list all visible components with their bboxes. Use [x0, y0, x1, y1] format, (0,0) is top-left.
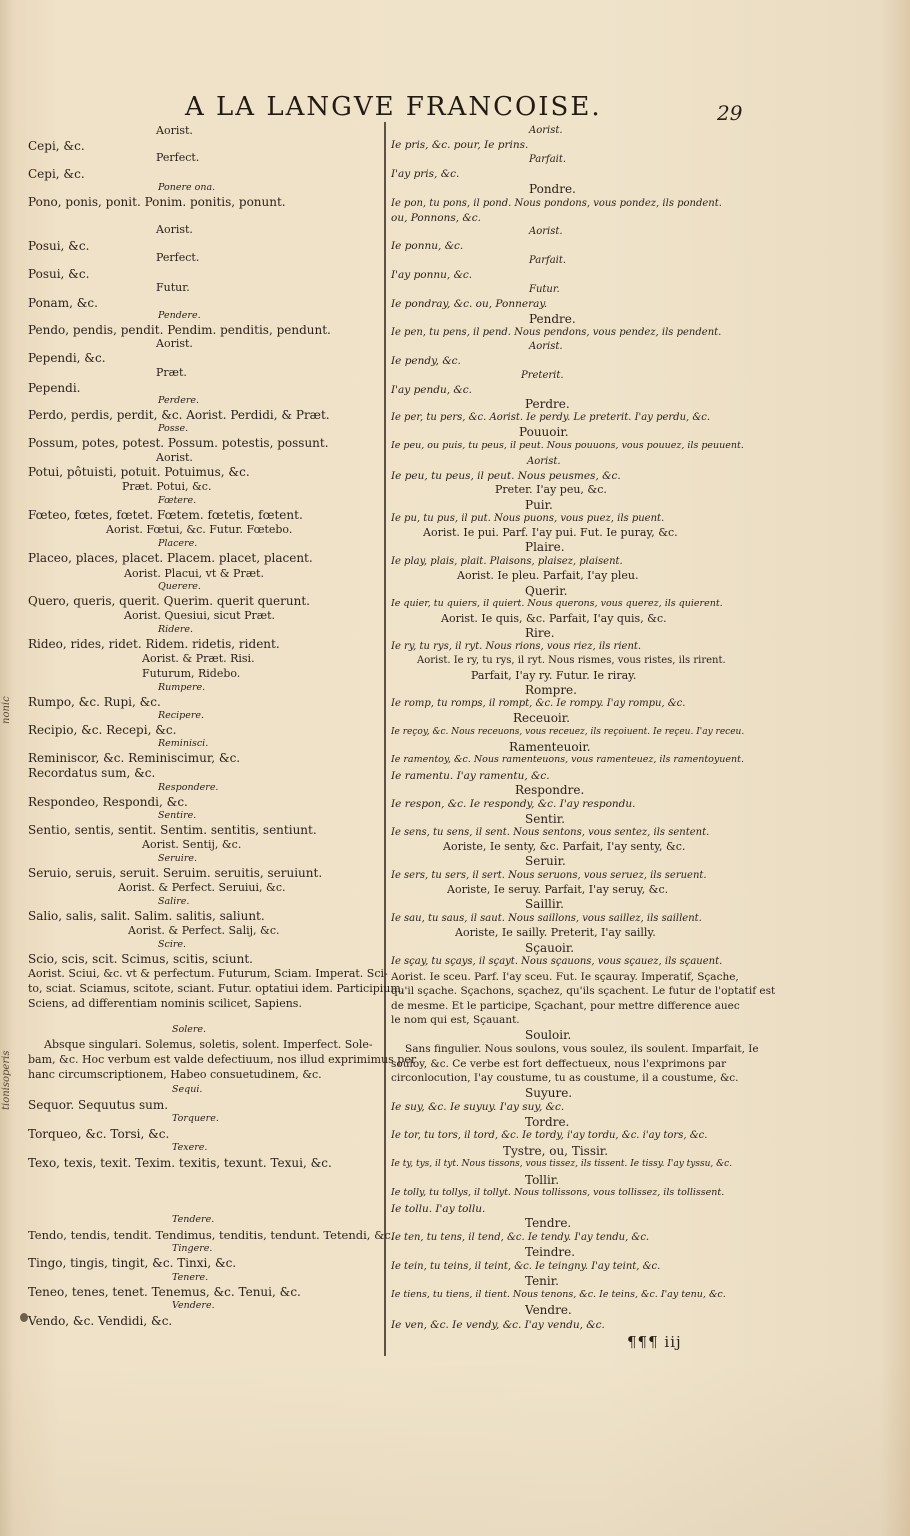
entry: Salio, salis, salit. Salim. salitis, saliunt. — [28, 909, 265, 923]
verb-heading: Puir. — [525, 498, 553, 512]
entry: bam, &c. Hoc verbum est valde defectiuum, nos illud exprimimus per — [28, 1053, 417, 1066]
verb-heading: Tystre, ou, Tissir. — [503, 1144, 609, 1158]
entry: Ie tiens, tu tiens, il tient. Nous tenons, &c. Ie teins, &c. I'ay tenu, &c. — [391, 1289, 726, 1300]
verb-heading: Sentir. — [525, 812, 565, 826]
entry: Teneo, tenes, tenet. Tenemus, &c. Tenui, &c. — [28, 1285, 301, 1299]
entry: Ie peu, ou puis, tu peus, il peut. Nous pouuons, vous pouuez, ils peuuent. — [391, 440, 744, 451]
entry: Aorist. Ie pleu. Parfait, I'ay pleu. — [457, 569, 639, 582]
verb-heading: Querir. — [525, 584, 568, 598]
entry: Absque singulari. Solemus, soletis, solent. Imperfect. Sole- — [44, 1038, 373, 1051]
entry: circonlocution, I'ay coustume, tu as coustume, il a coustume, &c. — [391, 1072, 739, 1084]
entry: Ie pondray, &c. ou, Ponneray. — [391, 298, 548, 310]
entry: Aorist. Sentij, &c. — [142, 838, 242, 851]
verb-heading: Seruir. — [525, 854, 566, 868]
entry: Ie play, plais, plait. Plaisons, plaisez, plaisent. — [391, 556, 623, 567]
entry: Ie pris, &c. pour, Ie prins. — [391, 139, 529, 151]
entry: Aorist. & Præt. Risi. — [142, 652, 255, 665]
verb-heading: Teindre. — [525, 1245, 576, 1259]
heading: Aorist. — [156, 124, 193, 137]
entry: Aorist. & Perfect. Seruiui, &c. — [118, 881, 286, 894]
verb-heading: Torquere. — [172, 1113, 219, 1124]
verb-heading: Ridere. — [158, 624, 194, 635]
entry: Ie ven, &c. Ie vendy, &c. I'ay vendu, &c. — [391, 1319, 605, 1331]
entry: Aorist. Fœtui, &c. Futur. Fœtebo. — [106, 523, 293, 536]
verb-heading: Pendere. — [158, 310, 201, 321]
entry: Ie ramentu. I'ay ramentu, &c. — [391, 770, 550, 782]
verb-heading: Receuoir. — [513, 711, 570, 725]
entry: Ie ramentoy, &c. Nous ramenteuons, vous ramenteuez, ils ramentoyuent. — [391, 754, 744, 765]
verb-heading: Seruire. — [158, 853, 198, 864]
verb-heading: Scire. — [158, 939, 187, 950]
entry: Possum, potes, potest. Possum. potestis, possunt. — [28, 436, 329, 450]
entry: Aoriste, Ie sailly. Preterit, I'ay sailly. — [455, 926, 656, 939]
verb-heading: Tendere. — [172, 1214, 215, 1225]
entry: Ie reçoy, &c. Nous receuons, vous receuez, ils reçoiuent. Ie reçeu. I'ay receu. — [391, 727, 745, 737]
verb-heading: Posse. — [158, 423, 189, 434]
heading: Aorist. — [529, 125, 563, 136]
entry: le nom qui est, Sçauant. — [391, 1014, 520, 1026]
entry: Sequor. Sequutus sum. — [28, 1098, 169, 1112]
entry: Ie sens, tu sens, il sent. Nous sentons, vous sentez, ils sentent. — [391, 827, 710, 838]
entry: souloy, &c. Ce verbe est fort deffectueux, nous l'exprimons par — [391, 1058, 727, 1070]
entry: I'ay pris, &c. — [391, 168, 460, 180]
entry: Recordatus sum, &c. — [28, 766, 156, 780]
entry: Ie sers, tu sers, il sert. Nous seruons, vous seruez, ils seruent. — [391, 870, 707, 881]
entry: Perdo, perdis, perdit, &c. Aorist. Perdidi, & Præt. — [28, 408, 330, 422]
verb-heading: Rire. — [525, 626, 555, 640]
entry: Aorist. Ie ry, tu rys, il ryt. Nous rismes, vous ristes, ils rirent. — [417, 655, 726, 666]
heading: Aorist. — [156, 451, 193, 464]
entry: to, sciat. Sciamus, scitote, sciant. Futur. optatiui idem. Participium, — [28, 982, 405, 995]
verb-heading: Vendere. — [172, 1300, 215, 1311]
heading: Preterit. — [521, 370, 564, 381]
verb-heading: Reminisci. — [158, 738, 209, 749]
verb-heading: Saillir. — [525, 897, 564, 911]
entry: Ie quier, tu quiers, il quiert. Nous querons, vous querez, ils quierent. — [391, 598, 723, 609]
verb-heading: Respondere. — [158, 782, 219, 793]
verb-heading: Rompre. — [525, 683, 577, 697]
entry: Pependi, &c. — [28, 351, 106, 365]
verb-heading: Tollir. — [525, 1173, 560, 1187]
heading: Aorist. — [156, 223, 193, 236]
entry: Ie sau, tu saus, il saut. Nous saillons, vous saillez, ils saillent. — [391, 913, 702, 924]
entry: Ie ponnu, &c. — [391, 240, 464, 252]
entry: Ie per, tu pers, &c. Aorist. Ie perdy. Le preterit. I'ay perdu, &c. — [391, 412, 711, 423]
heading: Aorist. — [156, 337, 193, 350]
entry: Fœteo, fœtes, fœtet. Fœtem. fœtetis, fœtent. — [28, 508, 303, 522]
entry: Ie ty, tys, il tyt. Nous tissons, vous tissez, ils tissent. Ie tissy. I'ay tyssu, &c. — [391, 1159, 733, 1169]
entry: Cepi, &c. — [28, 167, 85, 181]
verb-heading: Tenere. — [172, 1272, 209, 1283]
entry: Ie tollu. I'ay tollu. — [391, 1203, 486, 1215]
verb-heading: Solere. — [172, 1024, 207, 1035]
entry: Ie suy, &c. Ie suyuy. I'ay suy, &c. — [391, 1101, 565, 1113]
verb-heading: Pendre. — [529, 312, 576, 326]
entry: Rumpo, &c. Rupi, &c. — [28, 695, 161, 709]
entry: Seruio, seruis, seruit. Seruim. seruitis, seruiunt. — [28, 866, 323, 880]
entry: Aoriste, Ie seruy. Parfait, I'ay seruy, &c. — [447, 883, 669, 896]
entry: Sciens, ad differentiam nominis scilicet, Sapiens. — [28, 997, 302, 1010]
entry: Aorist. Sciui, &c. vt & perfectum. Futurum, Sciam. Imperat. Sci- — [28, 967, 388, 980]
entry: Pendo, pendis, pendit. Pendim. penditis, pendunt. — [28, 323, 331, 337]
entry: Ie pen, tu pens, il pend. Nous pendons, vous pendez, ils pendent. — [391, 327, 722, 338]
entry: Ie tolly, tu tollys, il tollyt. Nous tollissons, vous tollissez, ils tollissent. — [391, 1187, 725, 1198]
entry: Tingo, tingis, tingit, &c. Tinxi, &c. — [28, 1256, 237, 1270]
entry: Aorist. Quesiui, sicut Præt. — [124, 609, 276, 622]
entry: Aorist. & Perfect. Salij, &c. — [128, 924, 280, 937]
verb-heading: Tendre. — [525, 1216, 572, 1230]
entry: Quero, queris, querit. Querim. querit querunt. — [28, 594, 310, 608]
heading: Futur. — [156, 281, 190, 294]
verb-heading: Salire. — [158, 896, 190, 907]
entry: Ie peu, tu peus, il peut. Nous peusmes, &c. — [391, 470, 621, 482]
entry: Pono, ponis, ponit. Ponim. ponitis, ponunt. — [28, 195, 286, 209]
page-number: 29 — [717, 101, 743, 125]
page-shadow — [0, 1360, 910, 1536]
entry: Ie pon, tu pons, il pond. Nous pondons, vous pondez, ils pondent. — [391, 198, 722, 209]
entry: Parfait, I'ay ry. Futur. Ie riray. — [471, 669, 637, 682]
entry: Ie ry, tu rys, il ryt. Nous rions, vous riez, ils rient. — [391, 641, 642, 652]
verb-heading: Perdre. — [525, 397, 570, 411]
entry: Aoriste, Ie senty, &c. Parfait, I'ay senty, &c. — [443, 840, 686, 853]
entry: Futurum, Ridebo. — [142, 667, 241, 680]
verb-heading: Pouuoir. — [519, 425, 569, 439]
entry: Aorist. Ie quis, &c. Parfait, I'ay quis, &c. — [441, 612, 667, 625]
entry: Cepi, &c. — [28, 139, 85, 153]
entry: I'ay pendu, &c. — [391, 384, 472, 396]
entry: Posui, &c. — [28, 239, 90, 253]
entry: Pependi. — [28, 381, 81, 395]
verb-heading: Souloir. — [525, 1028, 572, 1042]
verb-heading: Vendre. — [525, 1303, 572, 1317]
heading: Perfect. — [156, 151, 200, 164]
entry: Texo, texis, texit. Texim. texitis, texunt. Texui, &c. — [28, 1156, 332, 1170]
verb-heading: Plaire. — [525, 540, 565, 554]
verb-heading: Perdere. — [158, 395, 200, 406]
verb-heading: Placere. — [158, 538, 198, 549]
entry: Aorist. Ie sceu. Parf. I'ay sceu. Fut. Ie sçauray. Imperatif, Sçache, — [391, 971, 739, 983]
entry: Torqueo, &c. Torsi, &c. — [28, 1127, 170, 1141]
entry: Ie tor, tu tors, il tord, &c. Ie tordy, i'ay tordu, &c. i'ay tors, &c. — [391, 1130, 708, 1141]
verb-heading: Respondre. — [515, 783, 585, 797]
entry: Rideo, rides, ridet. Ridem. ridetis, rident. — [28, 637, 280, 651]
entry: Ie romp, tu romps, il rompt, &c. Ie rompy. I'ay rompu, &c. — [391, 698, 686, 709]
verb-heading: Suyure. — [525, 1086, 573, 1100]
ink-blot — [20, 1313, 28, 1322]
verb-heading: Sçauoir. — [525, 941, 575, 955]
verb-heading: Tordre. — [525, 1115, 570, 1129]
entry: Ie ten, tu tens, il tend, &c. Ie tendy. I'ay tendu, &c. — [391, 1232, 650, 1243]
heading: Parfait. — [529, 255, 567, 266]
heading: Perfect. — [156, 251, 200, 264]
verb-heading: Fœtere. — [158, 495, 197, 506]
entry: Placeo, places, placet. Placem. placet, placent. — [28, 551, 313, 565]
entry: Aorist. Placui, vt & Præt. — [124, 567, 264, 580]
entry: de mesme. Et le participe, Sçachant, pour mettre difference auec — [391, 1000, 740, 1012]
entry: hanc circumscriptionem, Habeo consuetudinem, &c. — [28, 1068, 322, 1081]
entry: Respondeo, Respondi, &c. — [28, 795, 188, 809]
verb-heading: Sequi. — [172, 1084, 203, 1095]
entry: ou, Ponnons, &c. — [391, 212, 481, 224]
entry: Sentio, sentis, sentit. Sentim. sentitis, sentiunt. — [28, 823, 317, 837]
entry: Ie pu, tu pus, il put. Nous puons, vous puez, ils puent. — [391, 513, 665, 524]
verb-heading: Rumpere. — [158, 682, 206, 693]
entry: Ie tein, tu teins, il teint, &c. Ie teingny. I'ay teint, &c. — [391, 1261, 661, 1272]
heading: Parfait. — [529, 154, 567, 165]
entry: Præt. Potui, &c. — [122, 480, 212, 493]
verb-heading: Tenir. — [525, 1274, 559, 1288]
entry: Posui, &c. — [28, 267, 90, 281]
entry: Sans fingulier. Nous soulons, vous soulez, ils soulent. Imparfait, Ie — [405, 1043, 759, 1055]
column-rule — [384, 122, 386, 1356]
heading: Futur. — [529, 284, 560, 295]
verb-heading: Ponere ona. — [158, 182, 216, 193]
margin-note: tionis — [1, 1081, 12, 1110]
entry: Ie pendy, &c. — [391, 355, 461, 367]
verb-heading: Ramenteuoir. — [509, 740, 591, 754]
verb-heading: Texere. — [172, 1142, 208, 1153]
verb-heading: Sentire. — [158, 810, 197, 821]
verb-heading: Pondre. — [529, 182, 576, 196]
signature-mark: ¶¶¶ iij — [627, 1333, 682, 1351]
entry: Vendo, &c. Vendidi, &c. — [28, 1314, 173, 1328]
margin-note: operis — [1, 1050, 12, 1082]
verb-heading: Querere. — [158, 581, 201, 592]
heading: Præt. — [156, 366, 187, 379]
entry: Reminiscor, &c. Reminiscimur, &c. — [28, 751, 241, 765]
entry: Scio, scis, scit. Scimus, scitis, sciunt. — [28, 952, 253, 966]
margin-note: nonic — [1, 696, 12, 724]
entry: Ie sçay, tu sçays, il sçayt. Nous sçauons, vous sçauez, ils sçauent. — [391, 956, 723, 967]
entry: Potui, pôtuisti, potuit. Potuimus, &c. — [28, 465, 250, 479]
entry: Ie respon, &c. Ie respondy, &c. I'ay respondu. — [391, 798, 636, 810]
entry: Preter. I'ay peu, &c. — [495, 483, 607, 496]
running-head: A LA LANGVE FRANCOISE. — [185, 92, 602, 122]
entry: Recipio, &c. Recepi, &c. — [28, 723, 177, 737]
entry: Tendo, tendis, tendit. Tendimus, tenditis, tendunt. Tetendi, &c. — [28, 1228, 395, 1242]
entry: Aorist. Ie pui. Parf. I'ay pui. Fut. Ie puray, &c. — [423, 526, 678, 539]
entry: I'ay ponnu, &c. — [391, 269, 473, 281]
heading: Aorist. — [527, 456, 561, 467]
verb-heading: Recipere. — [158, 710, 205, 721]
heading: Aorist. — [529, 341, 563, 352]
entry: qu'il sçache. Sçachons, sçachez, qu'ils sçachent. Le futur de l'optatif est — [391, 985, 776, 997]
entry: Ponam, &c. — [28, 296, 98, 310]
heading: Aorist. — [529, 226, 563, 237]
verb-heading: Tingere. — [172, 1243, 213, 1254]
